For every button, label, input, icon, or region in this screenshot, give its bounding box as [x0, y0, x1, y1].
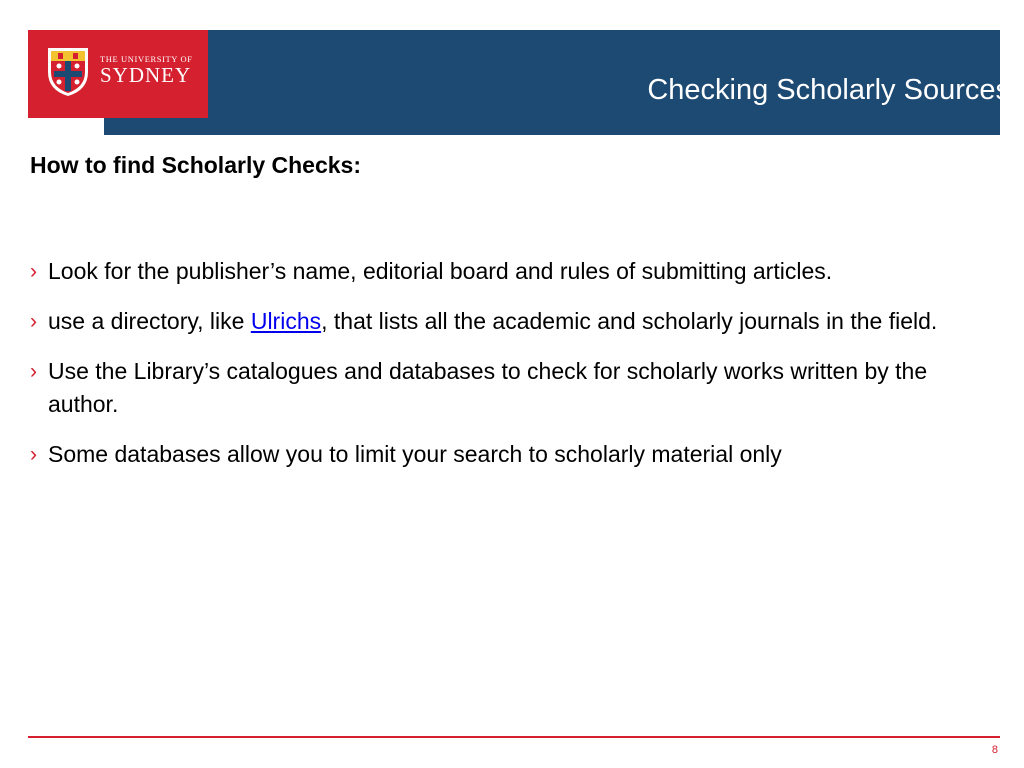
university-logo: [28, 30, 208, 118]
chevron-right-icon: ›: [30, 360, 37, 383]
footer-divider: [28, 736, 1000, 738]
crest-icon: [46, 46, 90, 98]
bullet-text: Some databases allow you to limit your search to scholarly material only: [48, 441, 782, 467]
bullet-item: [30, 305, 990, 338]
bullet-item: [30, 355, 990, 421]
logo-text-big: SYDNEY: [100, 63, 192, 87]
bullet-item: [30, 255, 990, 288]
page-number: 8: [991, 744, 998, 756]
bullet-text-after-link: , that lists all the academic and scholarly journals in the field.: [321, 308, 938, 334]
slide-title: Checking Scholarly Sources: [647, 74, 1010, 106]
section-heading: How to find Scholarly Checks:: [30, 152, 361, 178]
bullet-text: [48, 308, 937, 334]
bullet-text-before-link: use a directory, like: [48, 308, 251, 334]
bullet-text: Look for the publisher’s name, editorial board and rules of submitting articles.: [48, 258, 833, 284]
logo-text-small: THE UNIVERSITY OF: [100, 54, 193, 64]
bullet-item: [30, 438, 990, 471]
bullet-list: [30, 255, 990, 488]
chevron-right-icon: ›: [30, 260, 37, 283]
chevron-right-icon: ›: [30, 310, 37, 333]
bullet-text: Use the Library’s catalogues and databases to check for scholarly works written by the author.: [48, 358, 928, 417]
chevron-right-icon: ›: [30, 443, 37, 466]
ulrichs-link[interactable]: Ulrichs: [250, 308, 322, 334]
